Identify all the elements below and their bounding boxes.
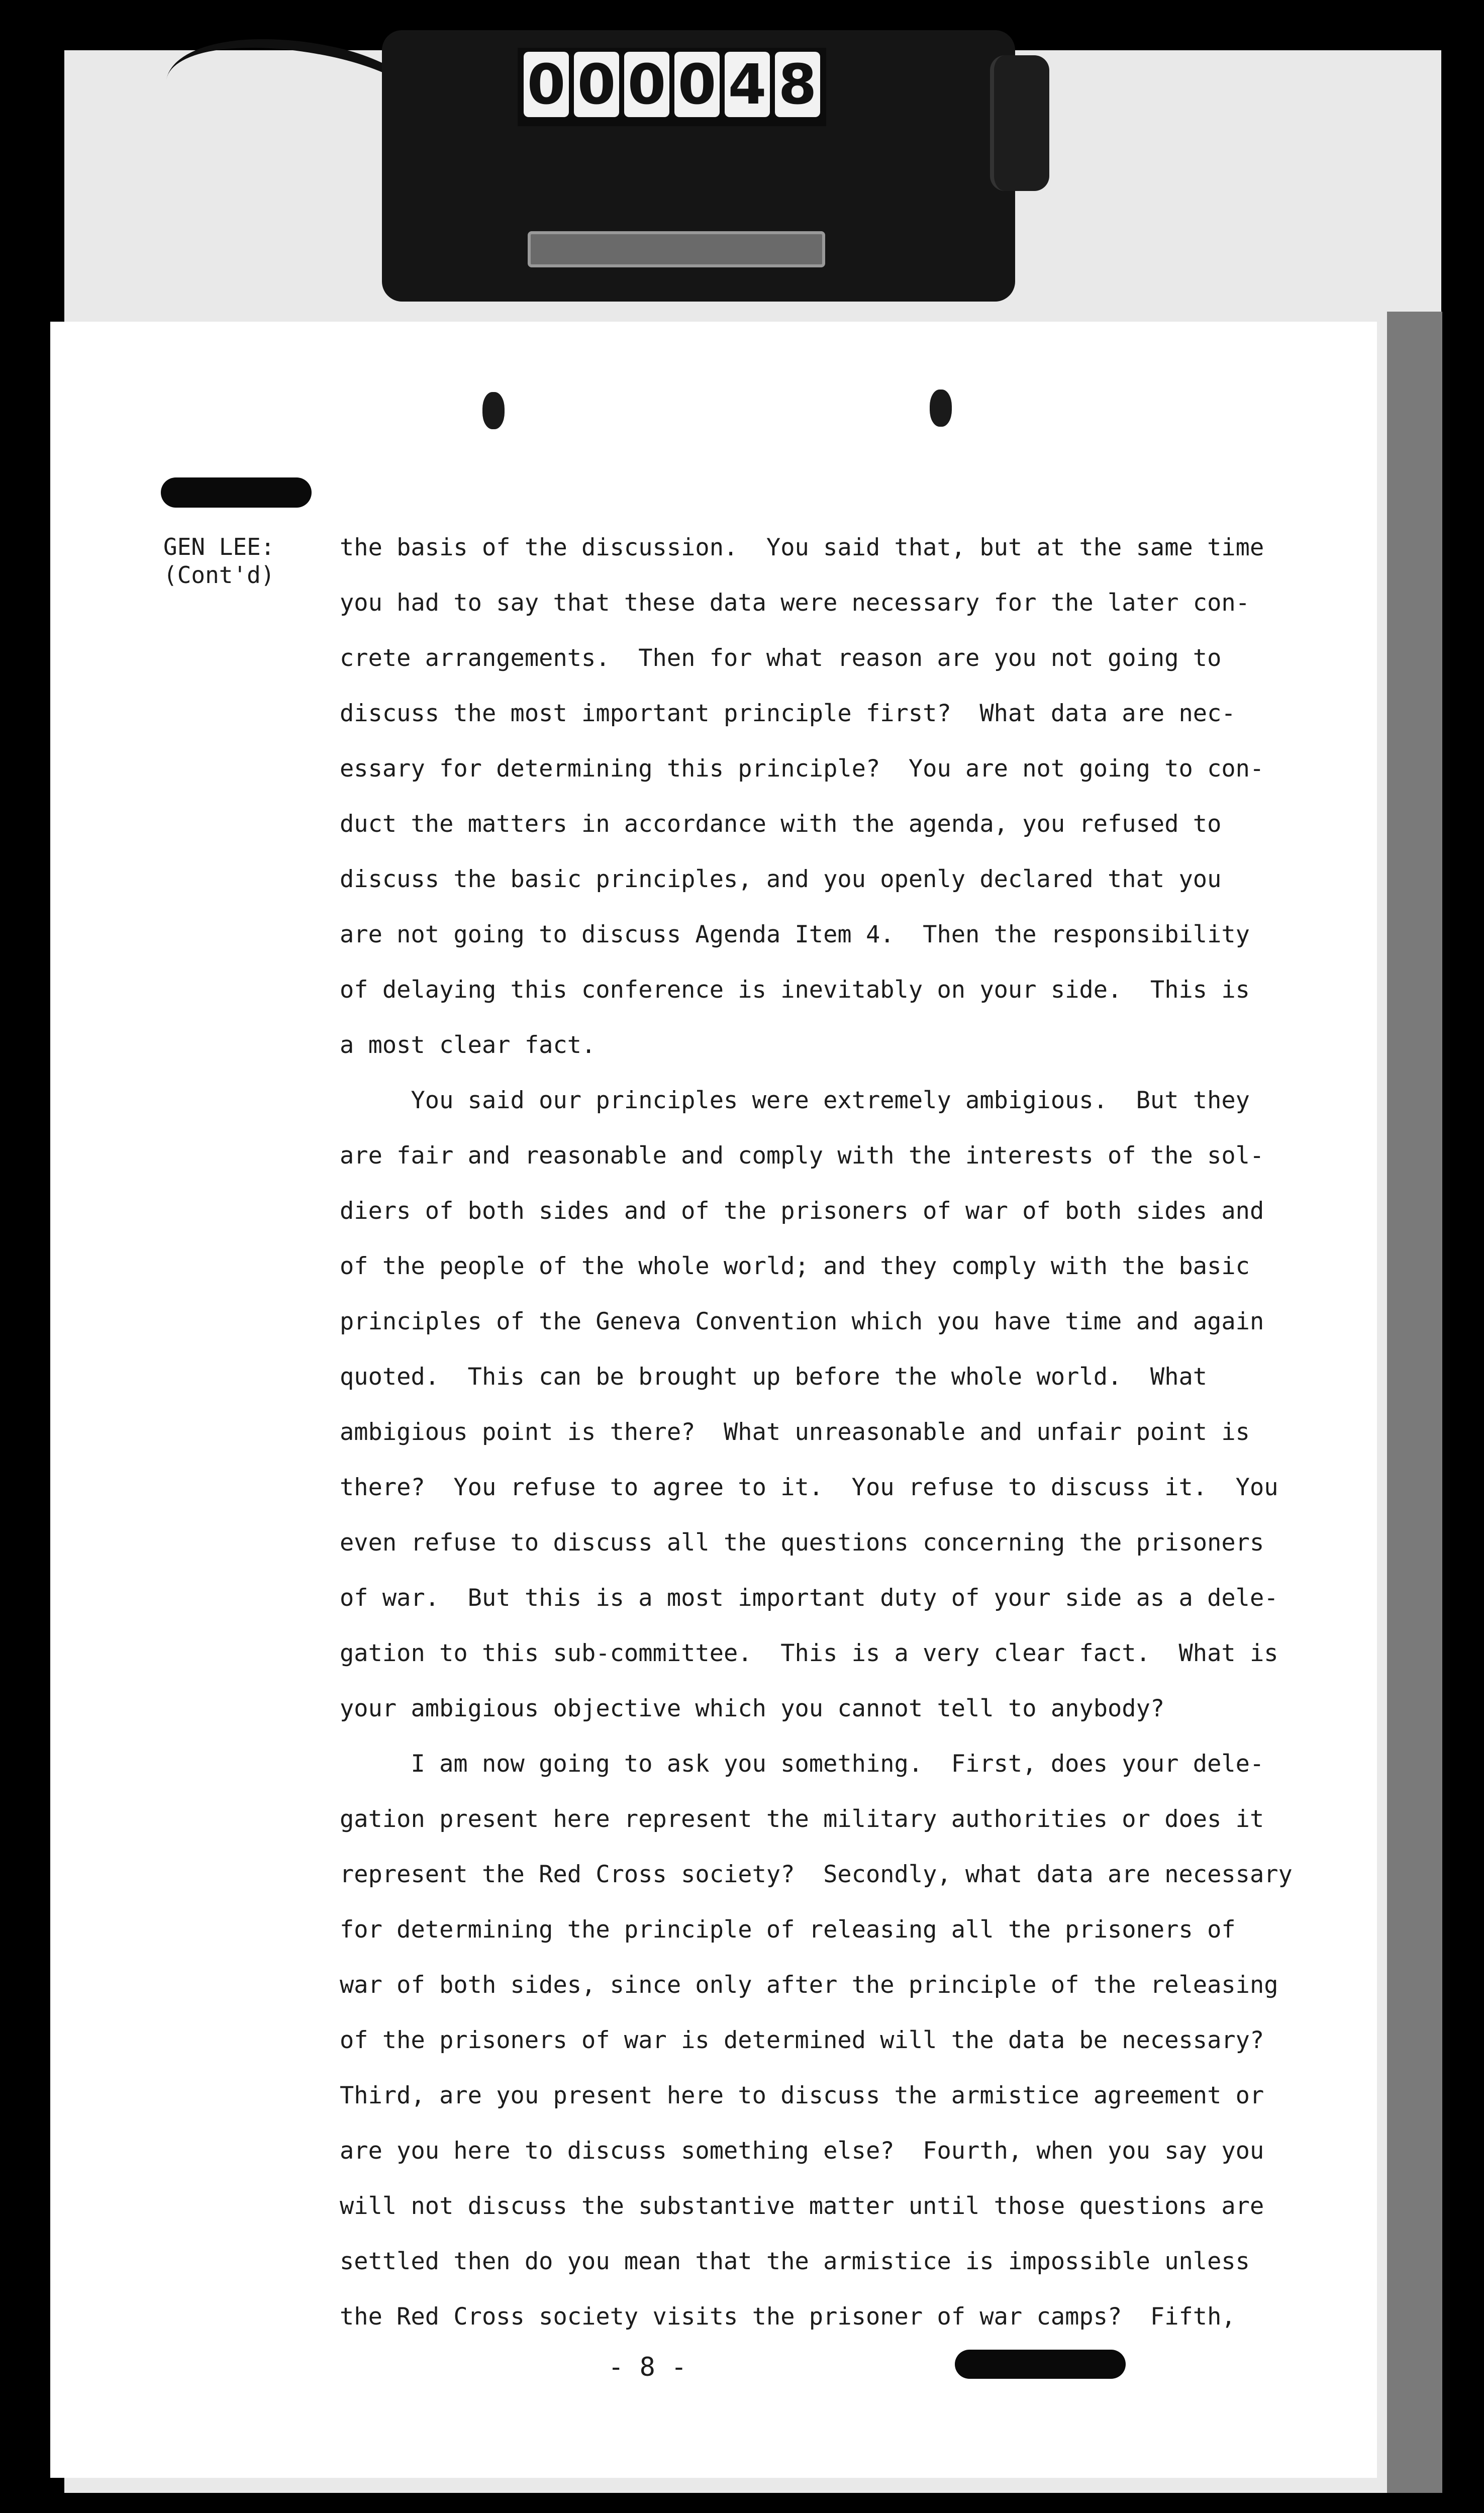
counter-digit: 0 bbox=[574, 52, 619, 117]
punch-hole-left bbox=[482, 392, 505, 429]
page-number: - 8 - bbox=[608, 2352, 687, 2382]
speaker-label bbox=[163, 533, 314, 589]
paragraph bbox=[340, 533, 1274, 1086]
text-line: essary for determining this principle? You are not going to con- bbox=[340, 755, 1264, 783]
text-line: there? You refuse to agree to it. You refuse to discuss it. You bbox=[340, 1474, 1278, 1501]
text-line: You said our principles were extremely ambigious. But they bbox=[340, 1087, 1250, 1114]
text-line: of the people of the whole world; and they comply with the basic bbox=[340, 1252, 1250, 1280]
text-line: of delaying this conference is inevitably on your side. This is bbox=[340, 976, 1250, 1004]
counter-digit: 4 bbox=[725, 52, 770, 117]
counter-digit: 0 bbox=[624, 52, 669, 117]
text-line: I am now going to ask you something. First, does your dele- bbox=[340, 1750, 1264, 1778]
text-line: war of both sides, since only after the principle of the releasing bbox=[340, 1971, 1278, 1999]
text-line: gation to this sub-committee. This is a very clear fact. What is bbox=[340, 1639, 1278, 1667]
redaction-mark-top bbox=[161, 477, 312, 508]
paragraph bbox=[340, 1086, 1278, 1749]
text-line: discuss the basic principles, and you openly declared that you bbox=[340, 865, 1222, 893]
text-line: will not discuss the substantive matter until those questions are bbox=[340, 2192, 1264, 2220]
text-line: represent the Red Cross society? Secondly, what data are necessary bbox=[340, 1861, 1293, 1888]
counter-plate bbox=[528, 231, 825, 267]
speaker-continued: (Cont'd) bbox=[163, 561, 275, 589]
text-line: duct the matters in accordance with the agenda, you refused to bbox=[340, 810, 1222, 838]
text-line: for determining the principle of releasing all the prisoners of bbox=[340, 1916, 1236, 1944]
text-line: are not going to discuss Agenda Item 4. Then the responsibility bbox=[340, 921, 1250, 948]
text-line: principles of the Geneva Convention which you have time and again bbox=[340, 1308, 1264, 1335]
transcript-body bbox=[340, 533, 1293, 2357]
counter-knob bbox=[990, 55, 1049, 191]
text-line: diers of both sides and of the prisoners of war of both sides and bbox=[340, 1197, 1264, 1225]
text-line: a most clear fact. bbox=[340, 1031, 596, 1059]
frame-counter-digits bbox=[518, 48, 826, 126]
text-line: settled then do you mean that the armistice is impossible unless bbox=[340, 2248, 1250, 2275]
text-line: quoted. This can be brought up before the whole world. What bbox=[340, 1363, 1208, 1391]
text-line: are fair and reasonable and comply with the interests of the sol- bbox=[340, 1142, 1264, 1170]
text-line: crete arrangements. Then for what reason are you not going to bbox=[340, 644, 1222, 672]
text-line: gation present here represent the military authorities or does it bbox=[340, 1805, 1264, 1833]
text-line: even refuse to discuss all the questions concerning the prisoners bbox=[340, 1529, 1264, 1557]
text-line: Third, are you present here to discuss the armistice agreement or bbox=[340, 2082, 1264, 2109]
speaker-name: GEN LEE: bbox=[163, 533, 275, 560]
counter-digit: 8 bbox=[775, 52, 820, 117]
counter-digit: 0 bbox=[674, 52, 720, 117]
punch-hole-right bbox=[930, 390, 952, 427]
text-line: discuss the most important principle first? What data are nec- bbox=[340, 700, 1236, 727]
text-line: are you here to discuss something else? Fourth, when you say you bbox=[340, 2137, 1264, 2165]
text-line: of war. But this is a most important duty of your side as a dele- bbox=[340, 1584, 1278, 1612]
text-line: ambigious point is there? What unreasonable and unfair point is bbox=[340, 1418, 1250, 1446]
text-line: your ambigious objective which you cannot tell to anybody? bbox=[340, 1695, 1165, 1722]
text-line: you had to say that these data were necessary for the later con- bbox=[340, 589, 1250, 617]
text-line: of the prisoners of war is determined will the data be necessary? bbox=[340, 2026, 1264, 2054]
counter-digit: 0 bbox=[524, 52, 569, 117]
scanner-edge-strip bbox=[1387, 312, 1442, 2493]
text-line: the basis of the discussion. You said that, but at the same time bbox=[340, 534, 1264, 561]
text-line: the Red Cross society visits the prisoner of war camps? Fifth, bbox=[340, 2303, 1236, 2331]
paragraph bbox=[340, 1749, 1293, 2357]
